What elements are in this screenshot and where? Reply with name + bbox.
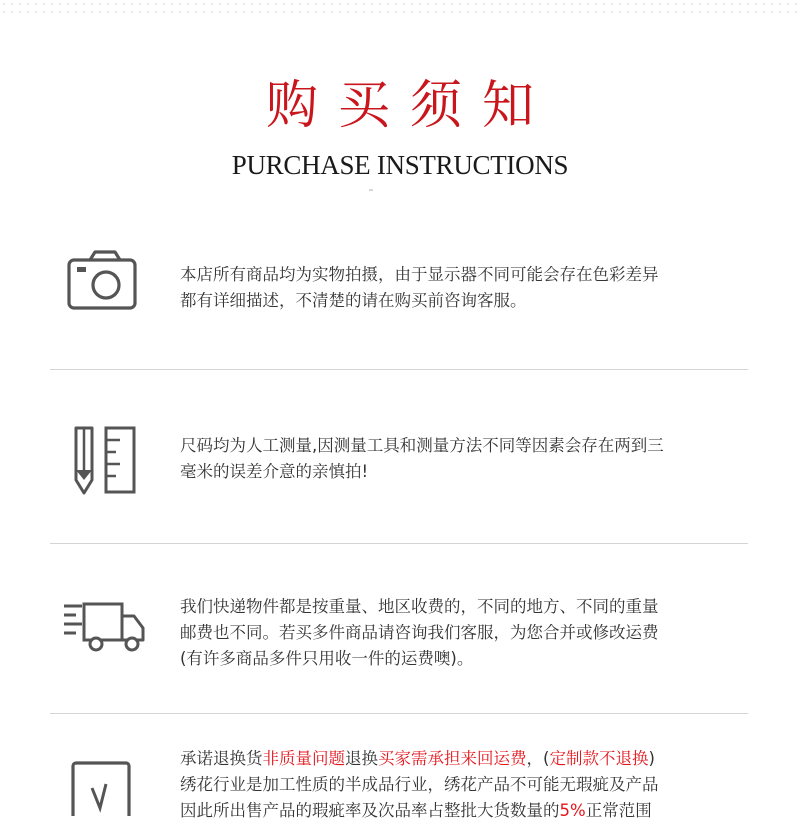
pen-ruler-icon xyxy=(72,424,138,496)
notice-text-line: 因此所出售产品的瑕疵率及次品率占整批大货数量的5%正常范围 xyxy=(180,801,652,820)
top-dot-pattern xyxy=(0,0,800,18)
notice-text-line: 毫米的误差介意的亲慎拍! xyxy=(180,462,369,481)
notice-text-line: 本店所有商品均为实物拍摄，由于显示器不同可能会存在色彩差异 xyxy=(180,265,659,284)
highlight-text: 买家需承担来回运费 xyxy=(378,749,527,768)
highlight-text: 定制款不退换 xyxy=(549,749,649,768)
page-title-chinese: 购买须知 xyxy=(265,76,554,136)
section-divider xyxy=(50,713,748,714)
notice-text-line: (有许多商品多件只用收一件的运费噢)。 xyxy=(180,649,474,668)
notice-text-line: 绣花行业是加工性质的半成品行业，绣花产品不可能无瑕疵及产品 xyxy=(180,775,659,794)
section-divider xyxy=(50,543,748,544)
notice-text-line: 都有详细描述，不清楚的请在购买前咨询客服。 xyxy=(180,291,527,310)
notice-text-line: 承诺退换货非质量问题退换买家需承担来回运费，(定制款不退换) xyxy=(180,749,655,768)
delivery-truck-icon xyxy=(62,602,146,654)
title-decoration xyxy=(369,189,373,191)
notice-section-returns xyxy=(50,746,750,820)
highlight-text: 5% xyxy=(559,801,586,820)
notice-text-line: 我们快递物件都是按重量、地区收费的，不同的地方、不同的重量 xyxy=(180,597,659,616)
notice-section-sizing xyxy=(50,424,750,496)
highlight-text: 非质量问题 xyxy=(262,749,345,768)
camera-icon xyxy=(66,250,138,312)
notice-section-photos xyxy=(50,250,750,320)
section-divider xyxy=(50,369,748,370)
notice-text-line: 邮费也不同。若买多件商品请咨询我们客服，为您合并或修改运费 xyxy=(180,623,659,642)
notice-section-shipping xyxy=(50,594,750,674)
notice-text-line: 尺码均为人工测量,因测量工具和测量方法不同等因素会存在两到三 xyxy=(180,436,664,455)
checkbox-check-icon xyxy=(70,760,132,816)
page-title-english: PURCHASE INSTRUCTIONS xyxy=(231,150,569,180)
